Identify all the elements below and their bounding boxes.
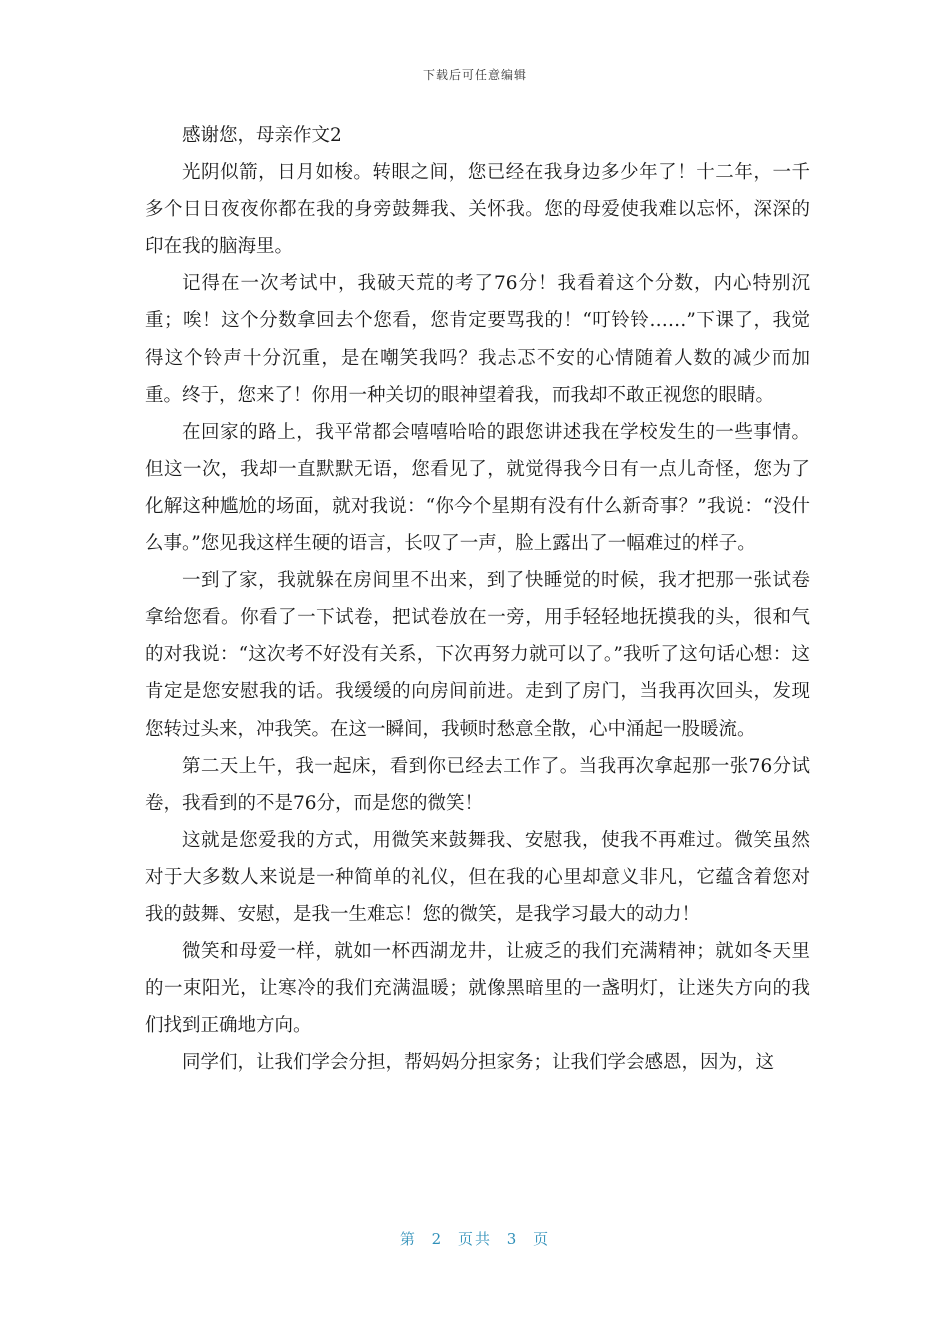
paragraph: 同学们，让我们学会分担，帮妈妈分担家务；让我们学会感恩，因为，这 bbox=[182, 1052, 775, 1074]
page-header-note: 下载后可任意编辑 bbox=[422, 68, 527, 82]
paragraph: 在回家的路上，我平常都会嘻嘻哈哈的跟您讲述我在学校发生的一些事情。但这一次，我却一直默默无语，您看见了，就觉得我今日有一点儿奇怪，您为了化解这种尴尬的场面，就对我说：“你今个星期有没有什么新奇事？”我说：“没什么事。”您见我这样生硬的语言，长叹了一声，脸上露出了一幅难过的样子。 bbox=[145, 421, 810, 555]
article-body bbox=[145, 117, 810, 1081]
paragraph: 一到了家，我就躲在房间里不出来，到了快睡觉的时候，我才把那一张试卷拿给您看。你看了一下试卷，把试卷放在一旁，用手轻轻地抚摸我的头，很和气的对我说：“这次考不好没有关系，下次再努力就可以了。”我听了这句话心想：这肯定是您安慰我的话。我缓缓的向房间前进。走到了房门，当我再次回头，发现您转过头来，冲我笑。在这一瞬间，我顿时愁意全散，心中涌起一股暖流。 bbox=[145, 570, 810, 740]
paragraph: 第二天上午，我一起床，看到你已经去工作了。当我再次拿起那一张76分试卷，我看到的不是76分，而是您的微笑！ bbox=[145, 755, 810, 814]
page-number-footer: 第 2 页共 3 页 bbox=[399, 1230, 551, 1248]
paragraph: 光阴似箭，日月如梭。转眼之间，您已经在我身边多少年了！十二年，一千多个日日夜夜你都在我的身旁鼓舞我、关怀我。您的母爱使我难以忘怀，深深的印在我的脑海里。 bbox=[145, 162, 810, 258]
paragraph: 记得在一次考试中，我破天荒的考了76分！我看着这个分数，内心特别沉重；唉！这个分数拿回去个您看，您肯定要骂我的！“叮铃铃……”下课了，我觉得这个铃声十分沉重，是在嘲笑我吗？我忐忑不安的心情随着人数的减少而加重。终于，您来了！你用一种关切的眼神望着我，而我却不敢正视您的眼睛。 bbox=[145, 273, 810, 406]
article-title: 感谢您，母亲作文2 bbox=[182, 125, 342, 146]
paragraph: 微笑和母爱一样，就如一杯西湖龙井，让疲乏的我们充满精神；就如冬天里的一束阳光，让寒冷的我们充满温暖；就像黑暗里的一盏明灯，让迷失方向的我们找到正确地方向。 bbox=[145, 941, 810, 1037]
paragraph: 这就是您爱我的方式，用微笑来鼓舞我、安慰我，使我不再难过。微笑虽然对于大多数人来说是一种简单的礼仪，但在我的心里却意义非凡，它蕴含着您对我的鼓舞、安慰，是我一生难忘！您的微笑，是我学习最大的动力！ bbox=[145, 829, 810, 925]
